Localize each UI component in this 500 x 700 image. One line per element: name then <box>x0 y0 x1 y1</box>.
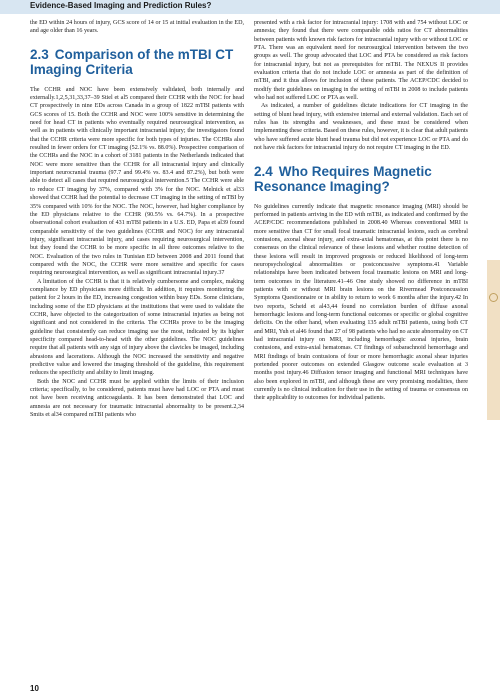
left-column <box>30 19 244 419</box>
page-number: 10 <box>30 684 39 693</box>
right-column <box>254 19 468 403</box>
section-number: 2.4 <box>254 163 273 179</box>
section-heading-2-3 <box>30 47 244 78</box>
paragraph: Both the NOC and CCHR must be applied within the limits of their inclusion criteria; specifically, to be considered, patients must have had LOC or PTA and must not have been receiving anticoagulants. It has been demonstrated that LOC and amnesia are not necessary for traumatic intracranial abnormality to be present.2,34 Smits et al34 compared mTBI patients who <box>30 378 244 419</box>
paragraph: No guidelines currently indicate that magnetic resonance imaging (MRI) should be performed in patients arriving in the ED with mTBI, as indicated and confirmed by the ACEP/CDC recommendations published in 2008.40 Whereas conventional MRI is more sensitive than CT for small focal traumatic intracranial lesions, such as cerebral contusions, axonal shear injury, and extra-axial hematomas, at this point there is no consensus on the clinical relevance of these lesions and whether routine detection of these lesions will result in improved prognosis or reduced likelihood of long-term neuropsychological abnormalities or postconcussive symptoms.41 Variable relationships have been indicated between focal traumatic lesions on MRI and long-term outcomes in the literature.41–46 One study showed no difference in mTBI patients with or without MRI brain lesions on the Rivermead Postconcussion Symptoms Questionnaire or in ability to return to work 6 months after the injury.42 In two reports, Scheid et al43,44 found no correlation burden of diffuse axonal hemorrhagic lesions and long-term functional outcomes or specific or global cognitive deficits. On the other hand, when evaluating 135 adult mTBI patients, using both CT and MRI, Yuh et al46 found that 27 of 98 patients who had no acute abnormality on CT had intracranial injury on MRI, including hemorrhagic axonal injuries, brain contusions, and extra-axial hematomas. CT findings of subarachnoid hemorrhage and MRI findings of brain contusions of four or more hemorrhagic axonal shear injuries portended poorer outcomes on extended Glasgow outcome scale evaluation at 3 months post injury.46 Diffusion tensor imaging and functional MRI techniques have also been explored in mTBI, and although these are very promising modalities, there currently is no clinical indication for their use in the setting of trauma or consensus on their applicability to outcomes for individual patients. <box>254 203 468 402</box>
running-title: Evidence-Based Imaging and Prediction Rules? <box>30 1 212 10</box>
section-title: Comparison of the mTBI CT Imaging Criteria <box>30 46 234 78</box>
paragraph: The CCHR and NOC have been extensively validated, both internally and externally.1,2,5,31,33,37–39 Stiel et al5 compared their CCHR with the NOC for head CT prospectively in nine EDs across Canada in a group of 1822 mTBI patients with GCS scores of 15. Both the CCHR and NOC were 100% sensitive in determining the need for head CT in patients who eventually required neurosurgical intervention, as well as in patients with clinically important intracranial injury; the investigators found that the CCHR criteria were more specific for both types of injuries. The CCHRs also resulted in fewer orders for CT imaging (52.1% vs. 88.0%). Prospective comparison of the CCHRs and the NOC in a cohort of 3181 patients in the Netherlands indicated that NOC were more sensitive than the CCHR for all intracranial injury and clinically important neurocranial trauma (97.7 and 99.4% vs. 83.4 and 87.2%), but both were able to detect all cases that required neurosurgical intervention.5 The CCHR were able to reduce CT imaging by 37%, compared with 3% for the NOC. Melnick et al33 showed that CCHR had the potential to decrease CT imaging in the setting of mTBI by 35% compared with 10% for the NOC. The NOC, however, had higher compliance by the ED physicians relative to the CCHR (90.5% vs. 64.7%). In a prospective observational cohort evaluation of 431 mTBI patients in a U.S. ED, Papa et al39 found comparable sensitivity of the two guidelines (CCHR and NOC) for any intracranial injury, significant intracranial injury, and cases requiring neurosurgical intervention, but they found the CCHR to be more specific in all three outcomes relative to the NOC. Evaluation of the two rules in Tunisian ED between 2008 and 2011 found that compared with the NOC, the CCHR were more sensitive and specific for cases requiring neurosurgical intervention, as well as significant intracranial injury.37 <box>30 86 244 277</box>
paragraph: As indicated, a number of guidelines dictate indications for CT imaging in the setting of blunt head injury, with extensive internal and external validation. Each set of rules has its strengths and weaknesses, and these must be considered when implementing these criteria. Based on these rules, however, it is clear that adult patients who have suffered acute blunt head trauma but did not experience LOC or PTA and do not have risk factors for intracranial injury do not require CT imaging in the ED. <box>254 103 468 152</box>
section-number: 2.3 <box>30 46 49 62</box>
paragraph: presented with a risk factor for intracranial injury: 1708 with and 754 without LOC or amnesia; they found that there were comparable odds ratios for CT abnormalities between patients with known risk factors for intracranial injury with or without LOC or PTA. There was an equivalent need for neurosurgical intervention between the two groups as well. The group advocated that LOC and PTA be considered as risk factors for intracranial injury, but not as prerequisites for mTBI. The NEXUS II provides evaluation criteria that do not include LOC or amnesia as part of the definition of mTBI, and it thus allows for inclusion of these patients. The ACEP/CDC decided to modify their guidelines on imaging in the setting of mTBI in 2008 to include patients who had not suffered LOC or PTA as well. <box>254 20 468 102</box>
paragraph: A limitation of the CCHR is that it is relatively cumbersome and complex, making compliance by ED physicians more difficult. In addition, it requires monitoring the patient for 2 hours in the ED, increasing congestion within busy EDs. Some clinicians, including some of the ED physicians at the institutions that were used to validate the CCHR, have objected to the categorization of some intracranial injuries as being not significant and not considered in the criteria. The CCHRs prove to be the imaging guideline that consistently can reduce imaging use the most, indicated by its higher specificity compared head-to-head with the other guidelines. The NOC guidelines require that all patients with any sign of injury above the clavicles be imaged, including abrasions and lacerations. Although the NOC increased the sensitivity and negative predictive value and lowered the imaging threshold of the guideline, this requirement reduces the specificity and ability to limit imaging. <box>30 278 244 377</box>
side-tab <box>487 260 500 420</box>
section-heading-2-4 <box>254 164 468 195</box>
paragraph: the ED within 24 hours of injury, GCS score of 14 or 15 at initial evaluation in the ED, and age older than 16 years. <box>30 20 244 35</box>
section-title: Who Requires Magnetic Resonance Imaging? <box>254 163 432 194</box>
side-tab-circle-icon <box>489 293 498 302</box>
